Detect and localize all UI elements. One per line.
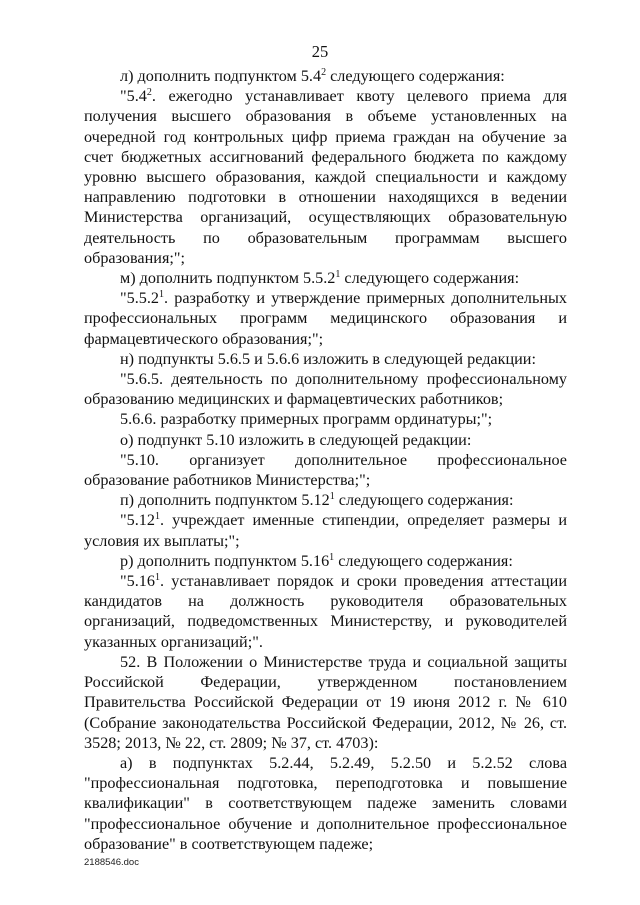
paragraph-m: м) дополнить подпунктом 5.5.2$^1$ следующего содержания: bbox=[120, 269, 520, 288]
paragraph-p: п) дополнить подпунктом 5.12$^1$ следующего содержания: bbox=[120, 491, 514, 510]
paragraph-5-4-2: "$5.4^2$. ежегодно устанавливает квоту целевого приема для получения высшего образования в объеме установленных на очередной год контрольных цифр приема граждан на обучение за счет бюджетных ассигнований федерального бюджета по каждому уровню высшего образования, каждой специальности и каждому направлению подготовки в отношении находящихся в ведении Министерства организаций, осуществляющих образовательную деятельность по образовательным программам высшего образования;"; bbox=[84, 87, 567, 267]
paragraph-5-10: "5.10. организует дополнительное профессиональное образование работников Министерства;"; bbox=[84, 450, 567, 490]
page-number: 25 bbox=[311, 42, 329, 61]
paragraph-l: л) дополнить подпунктом $5.4^2$ следующего содержания: bbox=[120, 67, 505, 85]
paragraph-5-6-6: 5.6.6. разработку примерных программ ординатуры;"; bbox=[120, 410, 493, 429]
paragraph-5-16-1: "5.16$^1$. устанавливает порядок и сроки проведения аттестации кандидатов на должность руководителя образовательных организаций, подведомственных Министерству, и руководителей указанных организаций;". bbox=[84, 572, 567, 651]
paragraph-52: 52. В Положении о Министерстве труда и социальной защиты Российской Федерации, утвержденном постановлением Правительства Российской Федерации от 19 июня 2012 г. № 610 (Собрание законодательства Российской Федерации, 2012, № 26, ст. 3528; 2013, № 22, ст. 2809; № 37, ст. 4703): bbox=[84, 652, 567, 752]
paragraph-n: н) подпункты 5.6.5 и 5.6.6 изложить в следующей редакции: bbox=[120, 349, 536, 368]
document-body bbox=[84, 66, 567, 854]
footer-filename: 2188546.doc bbox=[84, 857, 139, 868]
paragraph-o: о) подпункт 5.10 изложить в следующей редакции: bbox=[120, 430, 472, 449]
paragraph-a: а) в подпунктах 5.2.44, 5.2.49, 5.2.50 и 5.2.52 слова "профессиональная подготовка, переподготовка и повышение квалификации" в соответствующем падеже заменить словами "профессиональное обучение и дополнительное профессиональное образование" в соответствующем падеже; bbox=[84, 753, 567, 853]
paragraph-5-5-2-1: "5.5.2$^1$. разработку и утверждение примерных дополнительных профессиональных программ медицинского образования и фармацевтического образования;"; bbox=[84, 289, 567, 348]
paragraph-r: р) дополнить подпунктом 5.16$^1$ следующего содержания: bbox=[120, 551, 513, 570]
paragraph-5-12-1: "5.12$^1$. учреждает именные стипендии, определяет размеры и условия их выплаты;"; bbox=[84, 511, 567, 550]
paragraph-5-6-5: "5.6.5. деятельность по дополнительному профессиональному образованию медицинских и фармацевтических работников; bbox=[84, 370, 567, 409]
